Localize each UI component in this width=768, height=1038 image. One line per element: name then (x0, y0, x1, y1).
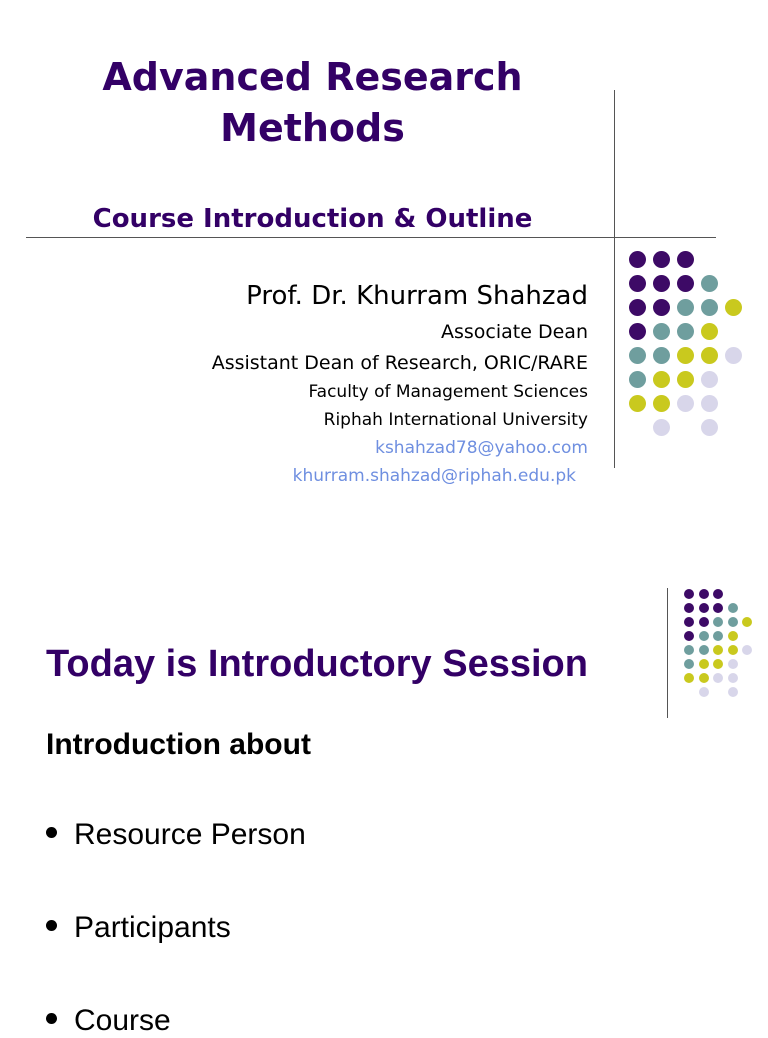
decorative-dot (684, 617, 694, 627)
decorative-dot (653, 371, 670, 388)
decorative-dot (728, 687, 738, 697)
decorative-dot (742, 617, 752, 627)
presenter-university: Riphah International University (323, 410, 588, 430)
decorative-dot (684, 631, 694, 641)
decorative-dot (728, 673, 738, 683)
decorative-dot (701, 371, 718, 388)
bullet-label: Resource Person (74, 818, 306, 851)
decorative-dot (677, 251, 694, 268)
bullet-item-participants (46, 911, 231, 945)
decorative-dot (684, 659, 694, 669)
bullet-icon (46, 1013, 57, 1024)
decorative-dot (653, 275, 670, 292)
decorative-dot (728, 617, 738, 627)
presenter-faculty: Faculty of Management Sciences (308, 382, 588, 402)
decorative-dot (677, 395, 694, 412)
decorative-dot (713, 603, 723, 613)
decorative-dot (699, 603, 709, 613)
decorative-dot (629, 371, 646, 388)
decorative-dot (653, 299, 670, 316)
decorative-dot (699, 673, 709, 683)
slide-title (20, 52, 605, 154)
bullet-item-resource-person (46, 818, 306, 852)
decorative-dot (699, 659, 709, 669)
presenter-name: Prof. Dr. Khurram Shahzad (246, 281, 588, 311)
decorative-dot (701, 299, 718, 316)
decorative-dot (629, 251, 646, 268)
horizontal-divider (26, 237, 716, 238)
decorative-dot (653, 347, 670, 364)
decorative-dot (653, 251, 670, 268)
decorative-dot (629, 347, 646, 364)
decorative-dot (725, 299, 742, 316)
decorative-dot (699, 617, 709, 627)
slide2-intro-heading: Introduction about (46, 728, 311, 761)
decorative-dot (677, 347, 694, 364)
decorative-dot (677, 323, 694, 340)
decorative-dot (713, 617, 723, 627)
decorative-dot (653, 323, 670, 340)
decorative-dot (713, 589, 723, 599)
bullet-label: Course (74, 1004, 171, 1037)
bullet-icon (46, 920, 57, 931)
decorative-dot (677, 275, 694, 292)
decorative-dot (742, 645, 752, 655)
decorative-dot (699, 645, 709, 655)
decorative-dot (699, 687, 709, 697)
decorative-dot (701, 419, 718, 436)
decorative-dot (653, 419, 670, 436)
decorative-dot (713, 673, 723, 683)
bullet-item-course (46, 1004, 171, 1038)
presenter-email-yahoo[interactable]: kshahzad78@yahoo.com (375, 438, 588, 458)
decorative-dot (713, 631, 723, 641)
decorative-dot (699, 589, 709, 599)
decorative-dot (677, 371, 694, 388)
decorative-dot (629, 323, 646, 340)
decorative-dot (701, 395, 718, 412)
decorative-dot (728, 659, 738, 669)
slide2-vertical-divider (667, 588, 668, 718)
decorative-dot (713, 645, 723, 655)
bullet-icon (46, 827, 57, 838)
presenter-title-2: Assistant Dean of Research, ORIC/RARE (211, 352, 588, 374)
decorative-dot (629, 299, 646, 316)
decorative-dot (653, 395, 670, 412)
decorative-dot (684, 673, 694, 683)
decorative-dot (684, 589, 694, 599)
decorative-dot (684, 645, 694, 655)
decorative-dot (701, 347, 718, 364)
slide-title-line2: Methods (220, 106, 405, 150)
decorative-dot (713, 659, 723, 669)
vertical-divider (614, 90, 615, 468)
decorative-dot (728, 603, 738, 613)
slide-title-line1: Advanced Research (102, 55, 523, 99)
decorative-dot (677, 299, 694, 316)
decorative-dot (629, 275, 646, 292)
decorative-dot (699, 631, 709, 641)
slide2-title: Today is Introductory Session (46, 643, 588, 685)
decorative-dot (684, 603, 694, 613)
presenter-email-riphah[interactable]: khurram.shahzad@riphah.edu.pk (292, 466, 576, 486)
decorative-dot (701, 275, 718, 292)
decorative-dot (725, 347, 742, 364)
decorative-dot (629, 395, 646, 412)
decorative-dot (728, 631, 738, 641)
bullet-label: Participants (74, 911, 231, 944)
decorative-dot (728, 645, 738, 655)
presenter-title-1: Associate Dean (441, 321, 588, 343)
slide-subtitle: Course Introduction & Outline (92, 204, 533, 234)
decorative-dot (701, 323, 718, 340)
